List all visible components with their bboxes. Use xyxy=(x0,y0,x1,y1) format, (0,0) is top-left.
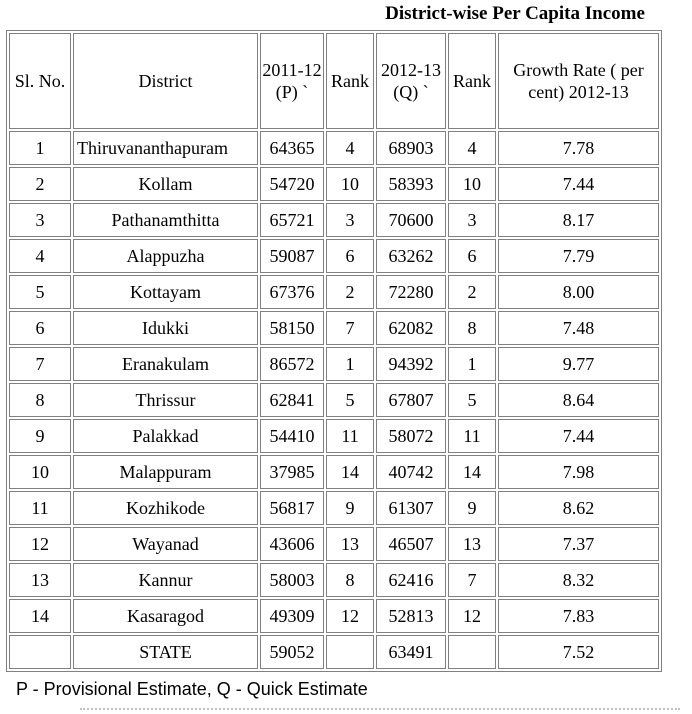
cell-2011-12: 64365 xyxy=(260,131,324,165)
cell-sl-no: 14 xyxy=(9,599,71,633)
table-row-state-total xyxy=(9,635,659,669)
cell-growth-rate: 7.83 xyxy=(498,599,659,633)
cell-rank-2012-13: 11 xyxy=(448,419,496,453)
cell-2011-12: 62841 xyxy=(260,383,324,417)
cell-rank-2012-13: 13 xyxy=(448,527,496,561)
cell-sl-no xyxy=(9,635,71,669)
table-row xyxy=(9,383,659,417)
table-row xyxy=(9,167,659,201)
cell-rank-2011-12: 9 xyxy=(326,491,374,525)
cell-district: STATE xyxy=(73,635,258,669)
cell-sl-no: 6 xyxy=(9,311,71,345)
cell-growth-rate: 8.17 xyxy=(498,203,659,237)
page-title: District-wise Per Capita Income xyxy=(385,3,645,24)
cell-rank-2012-13: 14 xyxy=(448,455,496,489)
cell-growth-rate: 7.52 xyxy=(498,635,659,669)
cell-2011-12: 65721 xyxy=(260,203,324,237)
cell-rank-2011-12: 6 xyxy=(326,239,374,273)
cell-growth-rate: 7.98 xyxy=(498,455,659,489)
table-row xyxy=(9,527,659,561)
cell-rank-2011-12: 2 xyxy=(326,275,374,309)
cell-rank-2011-12: 8 xyxy=(326,563,374,597)
header-2012-13: 2012-13 (Q) ` xyxy=(376,33,446,129)
cell-rank-2011-12: 5 xyxy=(326,383,374,417)
cell-2011-12: 58150 xyxy=(260,311,324,345)
cell-growth-rate: 8.32 xyxy=(498,563,659,597)
table-row xyxy=(9,419,659,453)
cell-sl-no: 8 xyxy=(9,383,71,417)
cell-2011-12: 58003 xyxy=(260,563,324,597)
cell-rank-2012-13: 1 xyxy=(448,347,496,381)
cell-rank-2011-12: 3 xyxy=(326,203,374,237)
cell-district: Kannur xyxy=(73,563,258,597)
table-row xyxy=(9,131,659,165)
cell-rank-2011-12: 4 xyxy=(326,131,374,165)
header-rank-2011-12: Rank xyxy=(326,33,374,129)
income-table xyxy=(6,30,662,672)
cell-rank-2011-12: 12 xyxy=(326,599,374,633)
cell-growth-rate: 7.37 xyxy=(498,527,659,561)
cell-district: Kasaragod xyxy=(73,599,258,633)
cell-rank-2011-12: 11 xyxy=(326,419,374,453)
cell-rank-2012-13: 9 xyxy=(448,491,496,525)
header-2011-12: 2011-12 (P) ` xyxy=(260,33,324,129)
cell-2011-12: 43606 xyxy=(260,527,324,561)
cell-district: Palakkad xyxy=(73,419,258,453)
cell-rank-2012-13: 3 xyxy=(448,203,496,237)
cell-district: Alappuzha xyxy=(73,239,258,273)
cell-growth-rate: 7.48 xyxy=(498,311,659,345)
cell-2012-13: 62082 xyxy=(376,311,446,345)
cell-2012-13: 62416 xyxy=(376,563,446,597)
cell-rank-2012-13: 2 xyxy=(448,275,496,309)
cell-2012-13: 58393 xyxy=(376,167,446,201)
cell-rank-2012-13 xyxy=(448,635,496,669)
cell-rank-2012-13: 10 xyxy=(448,167,496,201)
cell-2011-12: 54410 xyxy=(260,419,324,453)
table-row xyxy=(9,347,659,381)
header-rank-2012-13: Rank xyxy=(448,33,496,129)
cell-growth-rate: 8.64 xyxy=(498,383,659,417)
table-row xyxy=(9,599,659,633)
cell-sl-no: 12 xyxy=(9,527,71,561)
cell-2012-13: 67807 xyxy=(376,383,446,417)
table-row xyxy=(9,275,659,309)
cell-2012-13: 63262 xyxy=(376,239,446,273)
table-row xyxy=(9,239,659,273)
cell-2012-13: 52813 xyxy=(376,599,446,633)
cell-growth-rate: 7.79 xyxy=(498,239,659,273)
cell-district: Thrissur xyxy=(73,383,258,417)
income-table-container xyxy=(6,30,662,672)
cell-2012-13: 61307 xyxy=(376,491,446,525)
cell-sl-no: 2 xyxy=(9,167,71,201)
table-row xyxy=(9,563,659,597)
cell-district: Kozhikode xyxy=(73,491,258,525)
cell-rank-2012-13: 8 xyxy=(448,311,496,345)
cell-sl-no: 10 xyxy=(9,455,71,489)
cell-sl-no: 4 xyxy=(9,239,71,273)
table-row xyxy=(9,455,659,489)
cell-2012-13: 72280 xyxy=(376,275,446,309)
cell-growth-rate: 9.77 xyxy=(498,347,659,381)
cell-rank-2011-12: 1 xyxy=(326,347,374,381)
cell-rank-2011-12: 7 xyxy=(326,311,374,345)
cut-off-text-line xyxy=(80,706,680,714)
table-body xyxy=(9,131,659,669)
cell-2012-13: 46507 xyxy=(376,527,446,561)
cell-sl-no: 11 xyxy=(9,491,71,525)
cell-rank-2012-13: 4 xyxy=(448,131,496,165)
cell-2012-13: 58072 xyxy=(376,419,446,453)
cell-2012-13: 63491 xyxy=(376,635,446,669)
header-growth-rate: Growth Rate ( per cent) 2012-13 xyxy=(498,33,659,129)
cell-growth-rate: 7.44 xyxy=(498,167,659,201)
cell-2011-12: 86572 xyxy=(260,347,324,381)
cell-rank-2011-12: 13 xyxy=(326,527,374,561)
cell-2011-12: 59087 xyxy=(260,239,324,273)
cell-2011-12: 37985 xyxy=(260,455,324,489)
cell-rank-2011-12: 14 xyxy=(326,455,374,489)
cell-growth-rate: 7.78 xyxy=(498,131,659,165)
header-sl-no: Sl. No. xyxy=(9,33,71,129)
table-header-row xyxy=(9,33,659,129)
cell-sl-no: 7 xyxy=(9,347,71,381)
cell-district: Eranakulam xyxy=(73,347,258,381)
cell-district: Thiruvananthapuram xyxy=(73,131,258,165)
cell-growth-rate: 8.00 xyxy=(498,275,659,309)
cell-2012-13: 70600 xyxy=(376,203,446,237)
cell-2011-12: 59052 xyxy=(260,635,324,669)
cell-district: Malappuram xyxy=(73,455,258,489)
cell-2012-13: 94392 xyxy=(376,347,446,381)
cell-2011-12: 54720 xyxy=(260,167,324,201)
cell-rank-2012-13: 5 xyxy=(448,383,496,417)
cell-sl-no: 3 xyxy=(9,203,71,237)
cell-sl-no: 1 xyxy=(9,131,71,165)
cell-growth-rate: 8.62 xyxy=(498,491,659,525)
cell-rank-2012-13: 12 xyxy=(448,599,496,633)
cell-district: Wayanad xyxy=(73,527,258,561)
cell-2012-13: 68903 xyxy=(376,131,446,165)
cell-sl-no: 13 xyxy=(9,563,71,597)
cell-rank-2011-12: 10 xyxy=(326,167,374,201)
cell-rank-2011-12 xyxy=(326,635,374,669)
cell-2011-12: 49309 xyxy=(260,599,324,633)
cell-district: Idukki xyxy=(73,311,258,345)
cell-district: Pathanamthitta xyxy=(73,203,258,237)
cell-2011-12: 56817 xyxy=(260,491,324,525)
cell-district: Kollam xyxy=(73,167,258,201)
cell-growth-rate: 7.44 xyxy=(498,419,659,453)
cell-2012-13: 40742 xyxy=(376,455,446,489)
footnote: P - Provisional Estimate, Q - Quick Estimate xyxy=(16,679,368,699)
cell-sl-no: 5 xyxy=(9,275,71,309)
cell-rank-2012-13: 7 xyxy=(448,563,496,597)
cell-rank-2012-13: 6 xyxy=(448,239,496,273)
header-district: District xyxy=(73,33,258,129)
table-row xyxy=(9,311,659,345)
table-row xyxy=(9,203,659,237)
cell-sl-no: 9 xyxy=(9,419,71,453)
table-row xyxy=(9,491,659,525)
cell-district: Kottayam xyxy=(73,275,258,309)
cell-2011-12: 67376 xyxy=(260,275,324,309)
